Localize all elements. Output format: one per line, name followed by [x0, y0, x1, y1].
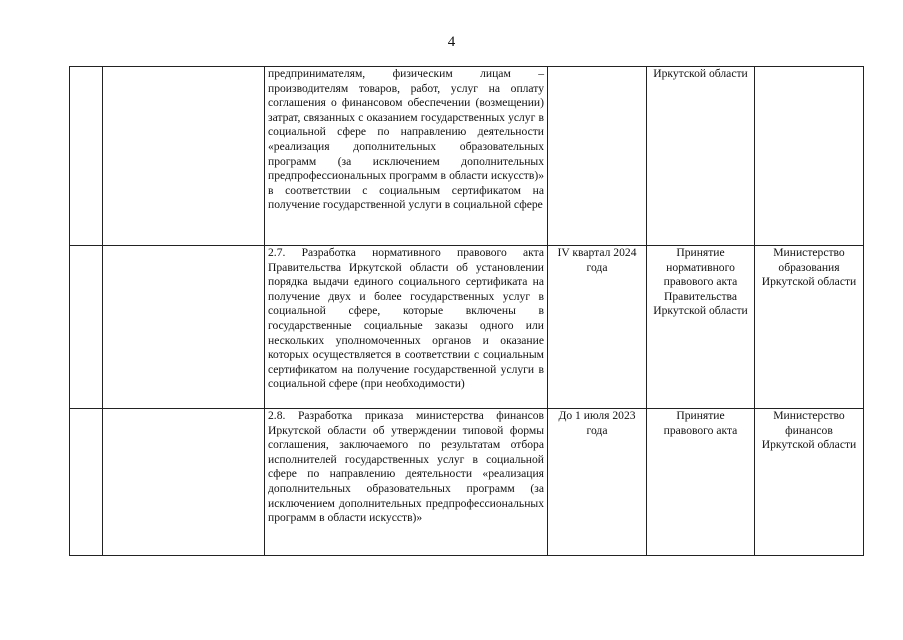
plan-table — [69, 66, 864, 556]
page-number: 4 — [447, 34, 456, 50]
task-result: Принятие нормативного правового акта Правительства Иркутской области — [647, 246, 755, 409]
task-deadline — [548, 67, 647, 246]
task-description: предпринимателям, физическим лицам – производителям товаров, работ, услуг на оплату соглашения о финансовом обеспечении (возмещении) затрат, связанных с оказанием государственных услуг в социальной сфере по направлению деятельности «реализация дополнительных образовательных программ (за исключением дополнительных предпрофессиональных программ в области искусств)» в соответствии с социальным сертификатом на получение государственной услуги в социальной сфере — [265, 67, 548, 246]
empty-cell — [103, 409, 265, 556]
task-responsible: Министерство финансов Иркутской области — [755, 409, 864, 556]
empty-cell — [103, 67, 265, 246]
table-row — [70, 409, 864, 556]
task-description: 2.8. Разработка приказа министерства финансов Иркутской области об утверждении типовой формы соглашения, заключаемого по результатам отбора исполнителей государственных услуг в социальной сфере по направлению деятельности «реализация дополнительных образовательных программ (за исключением дополнительных предпрофессиональных программ в области искусств)» — [265, 409, 548, 556]
task-result: Иркутской области — [647, 67, 755, 246]
task-deadline: IV квартал 2024 года — [548, 246, 647, 409]
task-deadline: До 1 июля 2023 года — [548, 409, 647, 556]
table-row — [70, 67, 864, 246]
empty-cell — [70, 67, 103, 246]
task-responsible: Министерство образования Иркутской области — [755, 246, 864, 409]
task-responsible — [755, 67, 864, 246]
task-description: 2.7. Разработка нормативного правового акта Правительства Иркутской области об установлении порядка выдачи единого социального сертификата на получение двух и более государственных услуг в социальной сфере, которые включены в государственные социальные заказы одного или нескольких уполномоченных органов и оказание которых осуществляется в соответствии с социальным сертификатом на получение государственной услуги в социальной сфере (при необходимости) — [265, 246, 548, 409]
table-row — [70, 246, 864, 409]
task-result: Принятие правового акта — [647, 409, 755, 556]
empty-cell — [103, 246, 265, 409]
empty-cell — [70, 409, 103, 556]
empty-cell — [70, 246, 103, 409]
